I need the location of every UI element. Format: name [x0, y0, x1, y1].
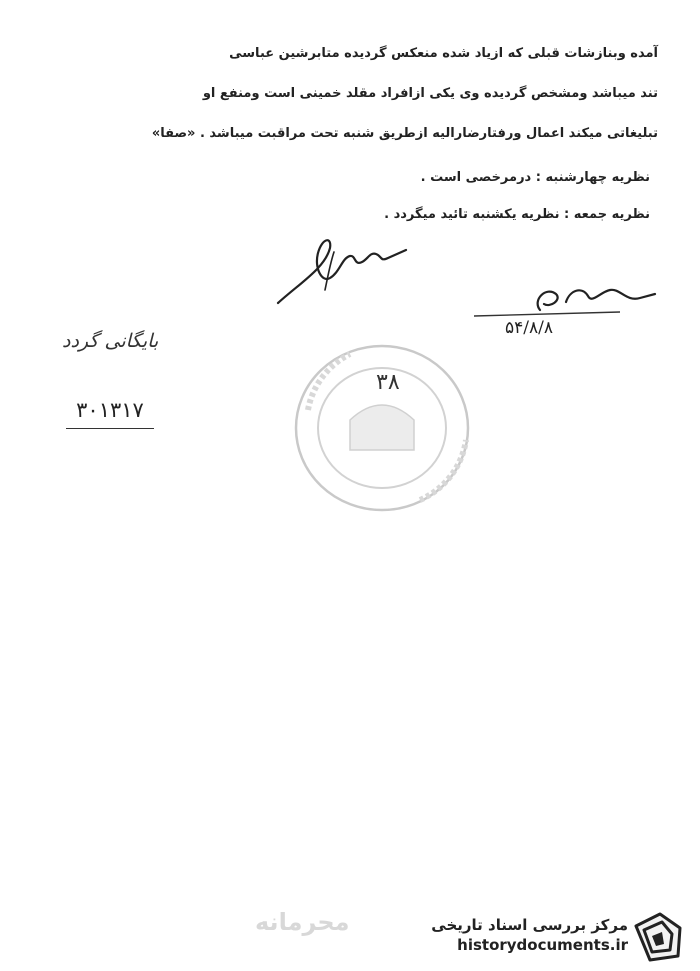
handwritten-signature-right [470, 272, 660, 342]
document-number: ۳۰۱۳۱۷ [66, 398, 154, 429]
handwritten-signature-left [270, 228, 410, 308]
letter-line-3: تبلیغاتی میکند اعمال ورفتارضاراليه ازطریق شنبه تحت مراقبت میباشد . «صفا» [151, 126, 658, 141]
page-number: ۳۸ [376, 370, 400, 395]
official-seal-stamp [290, 340, 475, 515]
archive-note: بایگانی گردد [62, 330, 159, 352]
confidential-watermark: محرمانه [255, 908, 350, 936]
organization-name: مرکز بررسی اسناد تاریخی [431, 916, 628, 934]
letter-line-5: نظریه جمعه : نظریه یکشنبه تائید میگردد . [384, 207, 650, 222]
signature-date: ۵۴/۸/۸ [505, 318, 553, 338]
footer-organization [418, 915, 628, 955]
letter-line-4: نظریه چهارشنبه : درمرخصی است . [420, 170, 650, 185]
archive-logo-icon [630, 908, 685, 963]
letter-line-1: آمده وبنازشات قبلی که ازیاد شده منعکس گردیده متابرشین عباسی [229, 46, 658, 61]
letter-line-2: تند میباشد ومشخص گردیده وی یکی ازافراد مقلد خمینی است ومنفع او [202, 86, 658, 101]
organization-url[interactable]: historydocuments.ir [457, 936, 628, 954]
